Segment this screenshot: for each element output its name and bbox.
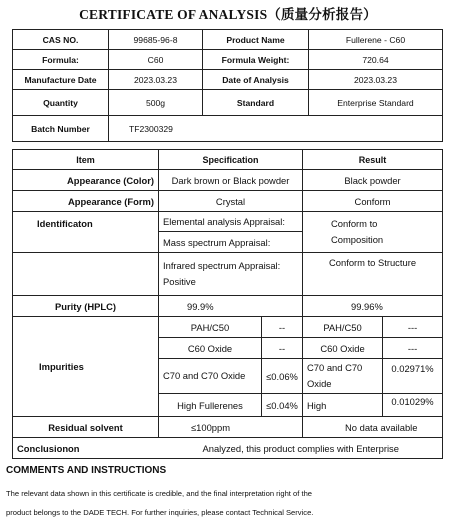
- infrared-spectrum-spec: Infrared spectrum Appraisal: Positive: [159, 253, 303, 296]
- purity-spec: 99.9%: [159, 296, 303, 317]
- comments-line-1: The relevant data shown in this certificate is credible, and the final interpretation right of the: [6, 489, 313, 498]
- formula-weight-value: 720.64: [309, 50, 443, 70]
- impurity-high-fullerenes-name: High Fullerenes: [159, 394, 262, 417]
- manufacture-date-label: Manufacture Date: [13, 70, 109, 90]
- residual-solvent-spec: ≤100ppm: [159, 417, 303, 438]
- impurity-c70-name: C70 and C70 Oxide: [159, 359, 262, 394]
- certificate-title: CERTIFICATE OF ANALYSIS（质量分析报告）: [79, 7, 377, 22]
- standard-value: Enterprise Standard: [309, 90, 443, 116]
- impurity-c60-oxide-result-name: C60 Oxide: [303, 338, 383, 359]
- impurity-c60-oxide-name: C60 Oxide: [159, 338, 262, 359]
- impurity-c70-result: 0.02971%: [383, 359, 443, 394]
- identification-spacer: [13, 253, 159, 296]
- standard-label: Standard: [203, 90, 309, 116]
- header-item: Item: [13, 150, 159, 170]
- purity-label: Purity (HPLC): [13, 296, 159, 317]
- appearance-color-spec: Dark brown or Black powder: [159, 170, 303, 191]
- appearance-form-label: Appearance (Form): [13, 191, 159, 212]
- formula-weight-label: Formula Weight:: [203, 50, 309, 70]
- quantity-value: 500g: [109, 90, 203, 116]
- product-name-value: Fullerene - C60: [309, 30, 443, 50]
- product-info-table: [12, 29, 443, 142]
- conclusion-label: Conclusionon: [13, 438, 159, 459]
- appearance-form-result: Conform: [303, 191, 443, 212]
- impurity-pah-result-name: PAH/C50: [303, 317, 383, 338]
- impurity-pah-result: ---: [383, 317, 443, 338]
- identification-result-structure: Conform to Structure: [303, 253, 443, 296]
- specification-table: [12, 149, 443, 459]
- formula-label: Formula:: [13, 50, 109, 70]
- cas-label: CAS NO.: [13, 30, 109, 50]
- identification-result-composition: Conform to Composition: [303, 212, 443, 253]
- impurity-high-fullerenes-spec: ≤0.04%: [262, 394, 303, 417]
- appearance-color-label: Appearance (Color): [13, 170, 159, 191]
- header-result: Result: [303, 150, 443, 170]
- conclusion-text: Analyzed, this product complies with Enterprise: [159, 438, 443, 459]
- header-specification: Specification: [159, 150, 303, 170]
- mass-spectrum-spec: Mass spectrum Appraisal:: [159, 232, 303, 253]
- product-name-label: Product Name: [203, 30, 309, 50]
- residual-solvent-label: Residual solvent: [13, 417, 159, 438]
- impurity-c60-oxide-spec: --: [262, 338, 303, 359]
- formula-value: C60: [109, 50, 203, 70]
- impurity-high-fullerenes-result: 0.01029%: [383, 394, 443, 417]
- analysis-date-label: Date of Analysis: [203, 70, 309, 90]
- appearance-color-result: Black powder: [303, 170, 443, 191]
- batch-number-label: Batch Number: [13, 116, 109, 142]
- manufacture-date-value: 2023.03.23: [109, 70, 203, 90]
- impurity-c70-result-name: C70 and C70 Oxide: [303, 359, 383, 394]
- cas-value: 99685-96-8: [109, 30, 203, 50]
- batch-number-value: TF2300329: [109, 116, 443, 142]
- comments-title: COMMENTS AND INSTRUCTIONS: [6, 465, 167, 476]
- residual-solvent-result: No data available: [303, 417, 443, 438]
- impurity-pah-spec: --: [262, 317, 303, 338]
- purity-result: 99.96%: [303, 296, 443, 317]
- identification-label: Identificaton: [13, 212, 159, 253]
- appearance-form-spec: Crystal: [159, 191, 303, 212]
- impurity-c70-spec: ≤0.06%: [262, 359, 303, 394]
- impurity-high-fullerenes-result-name: High: [303, 394, 383, 417]
- comments-section: [6, 465, 451, 522]
- impurity-pah-name: PAH/C50: [159, 317, 262, 338]
- analysis-date-value: 2023.03.23: [309, 70, 443, 90]
- impurities-label: Impurities: [13, 317, 159, 417]
- impurity-c60-oxide-result: ---: [383, 338, 443, 359]
- comments-line-2: product belongs to the DADE TECH. For further inquiries, please contact Technical Service.: [6, 508, 314, 517]
- elemental-analysis-spec: Elemental analysis Appraisal:: [159, 212, 303, 232]
- quantity-label: Quantity: [13, 90, 109, 116]
